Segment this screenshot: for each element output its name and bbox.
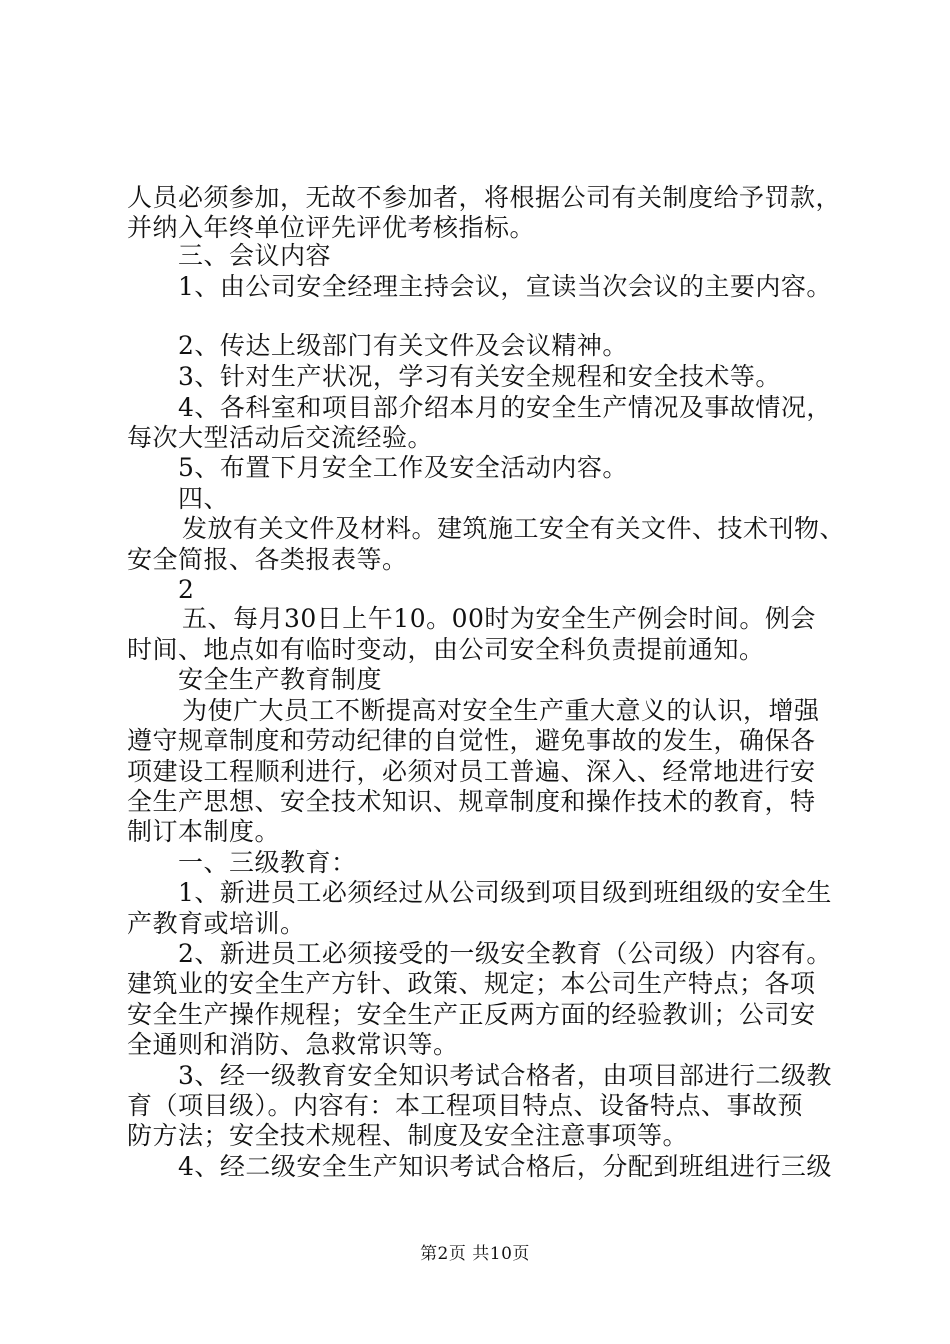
- text-line: 全生产思想、安全技术知识、规章制度和操作技术的教育，特: [127, 787, 816, 816]
- text-line: 2、新进员工必须接受的一级安全教育（公司级）内容有。: [178, 939, 832, 968]
- text-line: 五、每月30日上午10。00时为安全生产例会时间。例会: [182, 604, 816, 633]
- section-heading: 安全生产教育制度: [178, 665, 383, 694]
- text-line: 5、布置下月安全工作及安全活动内容。: [178, 453, 628, 482]
- section-heading: 四、: [178, 484, 230, 513]
- page-number-footer: 第2页 共10页: [420, 1244, 530, 1264]
- section-heading: 一、三级教育：: [178, 848, 357, 877]
- text-line: 时间、地点如有临时变动，由公司安全科负责提前通知。: [127, 635, 765, 664]
- text-line: 防方法；安全技术规程、制度及安全注意事项等。: [127, 1121, 689, 1150]
- text-line: 全通则和消防、急救常识等。: [127, 1030, 459, 1059]
- text-line: 每次大型活动后交流经验。: [127, 423, 434, 452]
- text-line: 并纳入年终单位评先评优考核指标。: [127, 213, 536, 242]
- text-line: 安全生产操作规程；安全生产正反两方面的经验教训；公司安: [127, 1000, 816, 1029]
- text-line: 1、由公司安全经理主持会议，宣读当次会议的主要内容。: [178, 272, 832, 301]
- text-line: 发放有关文件及材料。建筑施工安全有关文件、技术刊物、: [182, 514, 846, 543]
- text-line: 3、针对生产状况，学习有关安全规程和安全技术等。: [178, 362, 781, 391]
- text-line: 制订本制度。: [127, 817, 281, 846]
- text-line: 1、新进员工必须经过从公司级到项目级到班组级的安全生: [178, 878, 832, 907]
- text-line: 遵守规章制度和劳动纪律的自觉性，避免事故的发生，确保各: [127, 726, 816, 755]
- text-line: 3、经一级教育安全知识考试合格者，由项目部进行二级教: [178, 1061, 832, 1090]
- text-line: 产教育或培训。: [127, 909, 306, 938]
- text-line: 2: [178, 575, 195, 604]
- section-heading: 三、会议内容: [178, 241, 332, 270]
- text-line: 为使广大员工不断提高对安全生产重大意义的认识，增强: [182, 696, 820, 725]
- text-line: 育（项目级）。内容有：本工程项目特点、设备特点、事故预: [127, 1091, 804, 1120]
- text-line: 人员必须参加，无故不参加者，将根据公司有关制度给予罚款，: [127, 183, 842, 212]
- text-line: 2、传达上级部门有关文件及会议精神。: [178, 331, 628, 360]
- text-line: 项建设工程顺利进行，必须对员工普遍、深入、经常地进行安: [127, 757, 816, 786]
- text-line: 4、经二级安全生产知识考试合格后，分配到班组进行三级: [178, 1152, 832, 1181]
- text-line: 建筑业的安全生产方针、政策、规定；本公司生产特点；各项: [127, 969, 816, 998]
- text-line: 4、各科室和项目部介绍本月的安全生产情况及事故情况，: [178, 393, 832, 422]
- text-line: 安全简报、各类报表等。: [127, 545, 408, 574]
